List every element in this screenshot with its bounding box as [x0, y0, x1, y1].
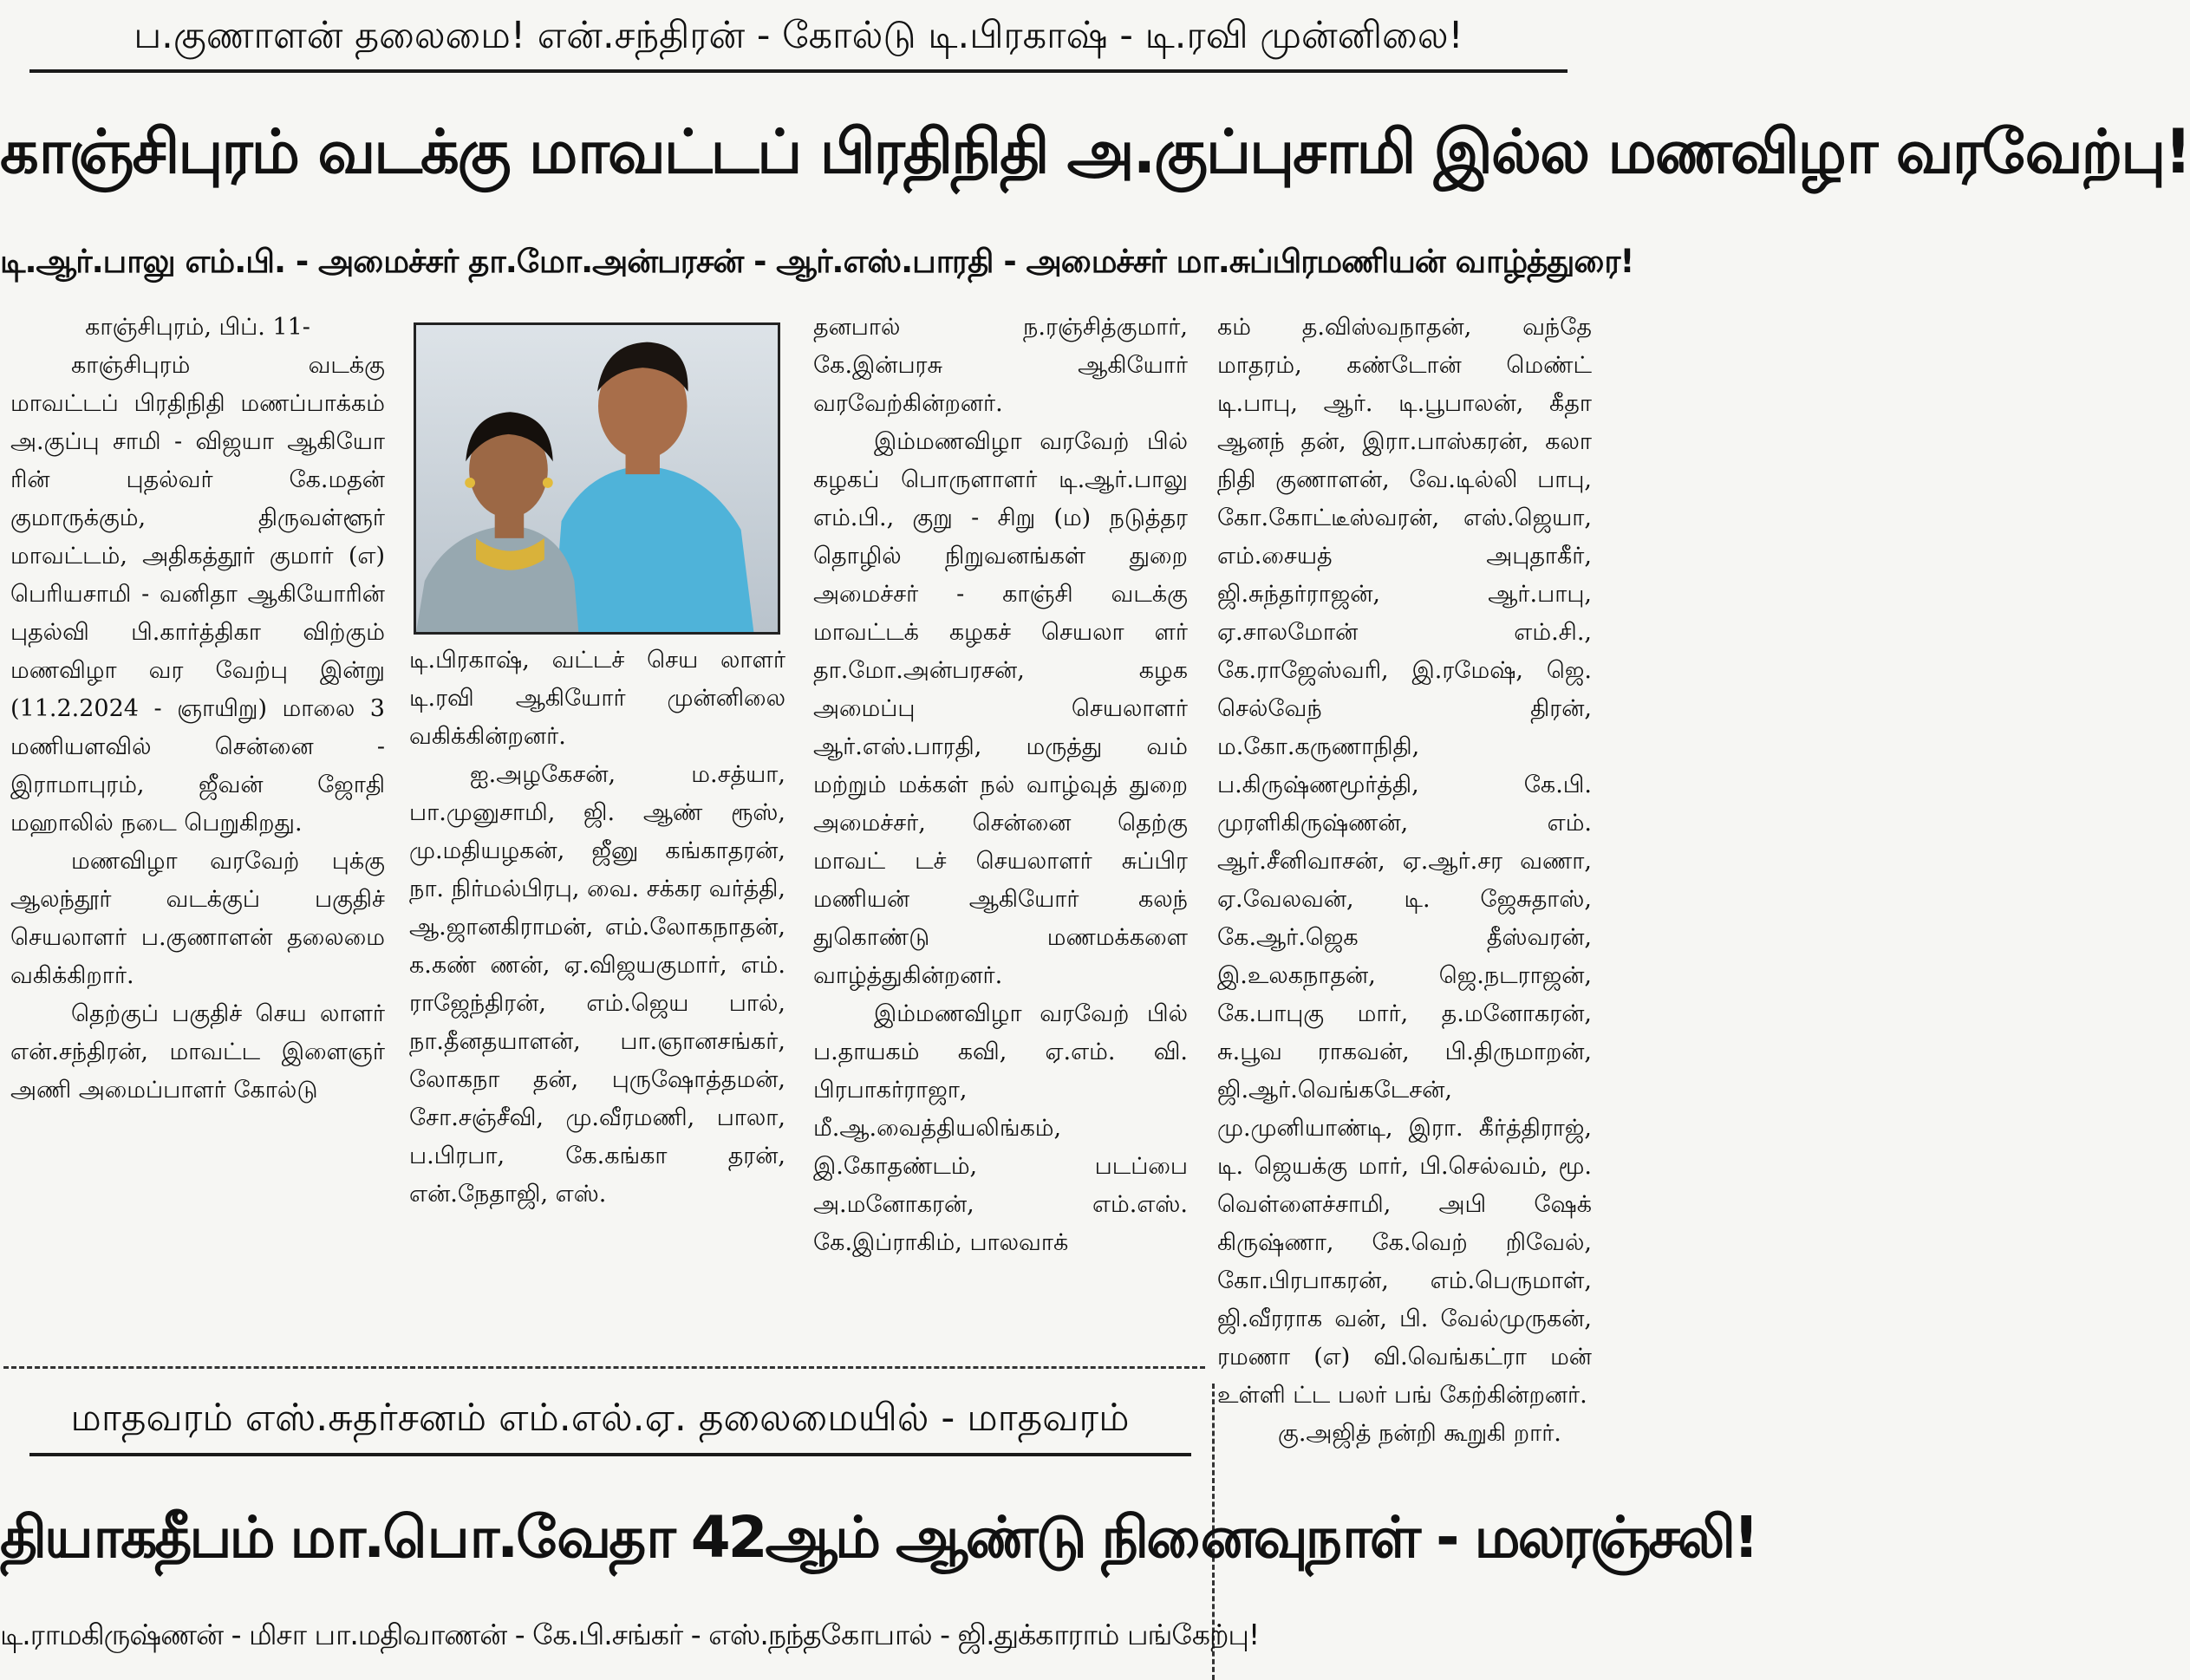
- paragraph: மணவிழா வரவேற் புக்கு ஆலந்தூர் வடக்குப் பகுதிச் செயலாளர் ப.குணாளன் தலைமை வகிக்கிறார்.: [10, 848, 385, 989]
- paragraph: ஐ.அழகேசன், ம.சத்யா, பா.முனுசாமி, ஜி. ஆண் ரூஸ், மு.மதியழகன், ஜீனு கங்காதரன், நா. நிர்மல்பிரபு, வை. சக்கர வர்த்தி, ஆ.ஜானகிராமன், எம்.லோகநாதன், க.கண் ணன், ஏ.விஜயகுமார், எம். ராஜேந்திரன், எம்.ஜெய பால், நா.தீனதயாளன், பா.ஞானசங்கர், லோகநா தன், புருஷோத்தமன், சோ.சஞ்சீவி, மு.வீரமணி, பாலா, ப.பிரபா, கே.கங்கா தரன், என்.நேதாஜி, எஸ்.: [409, 761, 785, 1208]
- couple-photo: [414, 322, 780, 635]
- second-kicker: மாதவரம் எஸ்.சுதர்சனம் எம்.எல்.ஏ. தலைமையில் - மாதவரம்: [70, 1396, 1130, 1440]
- second-headline: தியாகதீபம் மா.பொ.வேதா 42ஆம் ஆண்டு நினைவுநாள் - மலரஞ்சலி!: [0, 1504, 1757, 1571]
- second-kicker-rule: [29, 1453, 1191, 1456]
- paragraph: கு.அஜித் நன்றி கூறுகி றார்.: [1278, 1420, 1561, 1447]
- article-column-3: [813, 309, 1188, 1358]
- main-headline: காஞ்சிபுரம் வடக்கு மாவட்டப் பிரதிநிதி அ.குப்புசாமி இல்ல மணவிழா வரவேற்பு!: [0, 116, 2190, 187]
- article-column-2: [409, 641, 785, 1358]
- paragraph: இம்மணவிழா வரவேற் பில் கழகப் பொருளாளர் டி.ஆர்.பாலு எம்.பி., குறு - சிறு (ம) நடுத்தர தொழில் நிறுவனங்கள் துறை அமைச்சர் - காஞ்சி வடக்கு மாவட்டக் கழகச் செயலா ளர் தா.மோ.அன்பரசன், கழக அமைப்பு செயலாளர் ஆர்.எஸ்.பாரதி, மருத்து வம் மற்றும் மக்கள் நல் வாழ்வுத் துறை அமைச்சர், சென்னை தெற்கு மாவட் டச் செயலாளர் சுப்பிர மணியன் ஆகியோர் கலந் துகொண்டு மணமக்களை வாழ்த்துகின்றனர்.: [813, 428, 1188, 989]
- article-column-1: [10, 309, 385, 1358]
- article-column-4: [1217, 309, 1592, 1680]
- dateline: காஞ்சிபுரம், பிப். 11-: [85, 314, 310, 341]
- paragraph: டி.பிரகாஷ், வட்டச் செய லாளர் டி.ரவி ஆகியோர் முன்னிலை வகிக்கின்றனர்.: [409, 647, 785, 750]
- kicker-rule: [29, 69, 1568, 73]
- paragraph: காஞ்சிபுரம் வடக்கு மாவட்டப் பிரதிநிதி மணப்பாக்கம் அ.குப்பு சாமி - விஜயா ஆகியோ ரின் புதல்வர் கே.மதன் குமாருக்கும், திருவள்ளூர் மாவட்டம், அதிகத்தூர் குமார் (எ) பெரியசாமி - வனிதா ஆகியோரின் புதல்வி பி.கார்த்திகா விற்கும் மணவிழா வர வேற்பு இன்று (11.2.2024 - ஞாயிறு) மாலை 3 மணியளவில் சென்னை - இராமாபுரம், ஜீவன் ஜோதி மஹாலில் நடை பெறுகிறது.: [10, 352, 385, 837]
- kicker-headline: ப.குணாளன் தலைமை! என்.சந்திரன் - கோல்டு டி.பிரகாஷ் - டி.ரவி முன்னிலை!: [134, 14, 1463, 57]
- second-subhead: டி.ராமகிருஷ்ணன் - மிசா பா.மதிவாணன் - கே.பி.சங்கர் - எஸ்.நந்தகோபால் - ஜி.துக்காராம் பங்கேற்பு!: [0, 1618, 1260, 1651]
- paragraph: கம் த.விஸ்வநாதன், வந்தே மாதரம், கண்டோன் மெண்ட் டி.பாபு, ஆர். டி.பூபாலன், கீதா ஆனந் தன், இரா.பாஸ்கரன், கலா நிதி குணாளன், வே.டில்லி பாபு, கோ.கோட்டீஸ்வரன், எஸ்.ஜெயா, எம்.சையத் அபுதாகீர், ஜி.சுந்தர்ராஜன், ஆர்.பாபு, ஏ.சாலமோன் எம்.சி., கே.ராஜேஸ்வரி, இ.ரமேஷ், ஜெ. செல்வேந் திரன், ம.கோ.கருணாநிதி, ப.கிருஷ்ணமூர்த்தி, கே.பி. முரளிகிருஷ்ணன், எம். ஆர்.சீனிவாசன், ஏ.ஆர்.சர வணா, ஏ.வேலவன், டி. ஜேசுதாஸ், கே.ஆர்.ஜெக தீஸ்வரன், இ.உலகநாதன், ஜெ.நடராஜன், கே.பாபுகு மார், த.மனோகரன், சு.பூவ ராகவன், பி.திருமாறன், ஜி.ஆர்.வெங்கடேசன், மு.முனியாண்டி, இரா. கீர்த்திராஜ், டி. ஜெயக்கு மார், பி.செல்வம், மூ. வெள்ளைச்சாமி, அபி ஷேக் கிருஷ்ணா, கே.வெற் றிவேல், கோ.பிரபாகரன், எம்.பெருமாள், ஜி.வீரராக வன், பி. வேல்முருகன், ரமணா (எ) வி.வெங்கட்ரா மன் உள்ளி ட்ட பலர் பங் கேற்கின்றனர்.: [1217, 314, 1592, 1409]
- sub-headline: டி.ஆர்.பாலு எம்.பி. - அமைச்சர் தா.மோ.அன்பரசன் - ஆர்.எஸ்.பாரதி - அமைச்சர் மா.சுப்பிரமணியன் வாழ்த்துரை!: [0, 243, 1634, 280]
- section-divider: [3, 1366, 1205, 1369]
- paragraph: இம்மணவிழா வரவேற் பில் ப.தாயகம் கவி, ஏ.எம். வி. பிரபாகர்ராஜா, மீ.ஆ.வைத்தியலிங்கம், இ.கோதண்டம், படப்பை அ.மனோகரன், எம்.எஸ். கே.இப்ராகிம், பாலவாக்: [813, 1000, 1188, 1256]
- paragraph: தெற்குப் பகுதிச் செய லாளர் என்.சந்திரன், மாவட்ட இளைஞர் அணி அமைப்பாளர் கோல்டு: [10, 1000, 385, 1104]
- paragraph: தனபால் ந.ரஞ்சித்குமார், கே.இன்பரசு ஆகியோர் வரவேற்கின்றனர்.: [813, 314, 1188, 417]
